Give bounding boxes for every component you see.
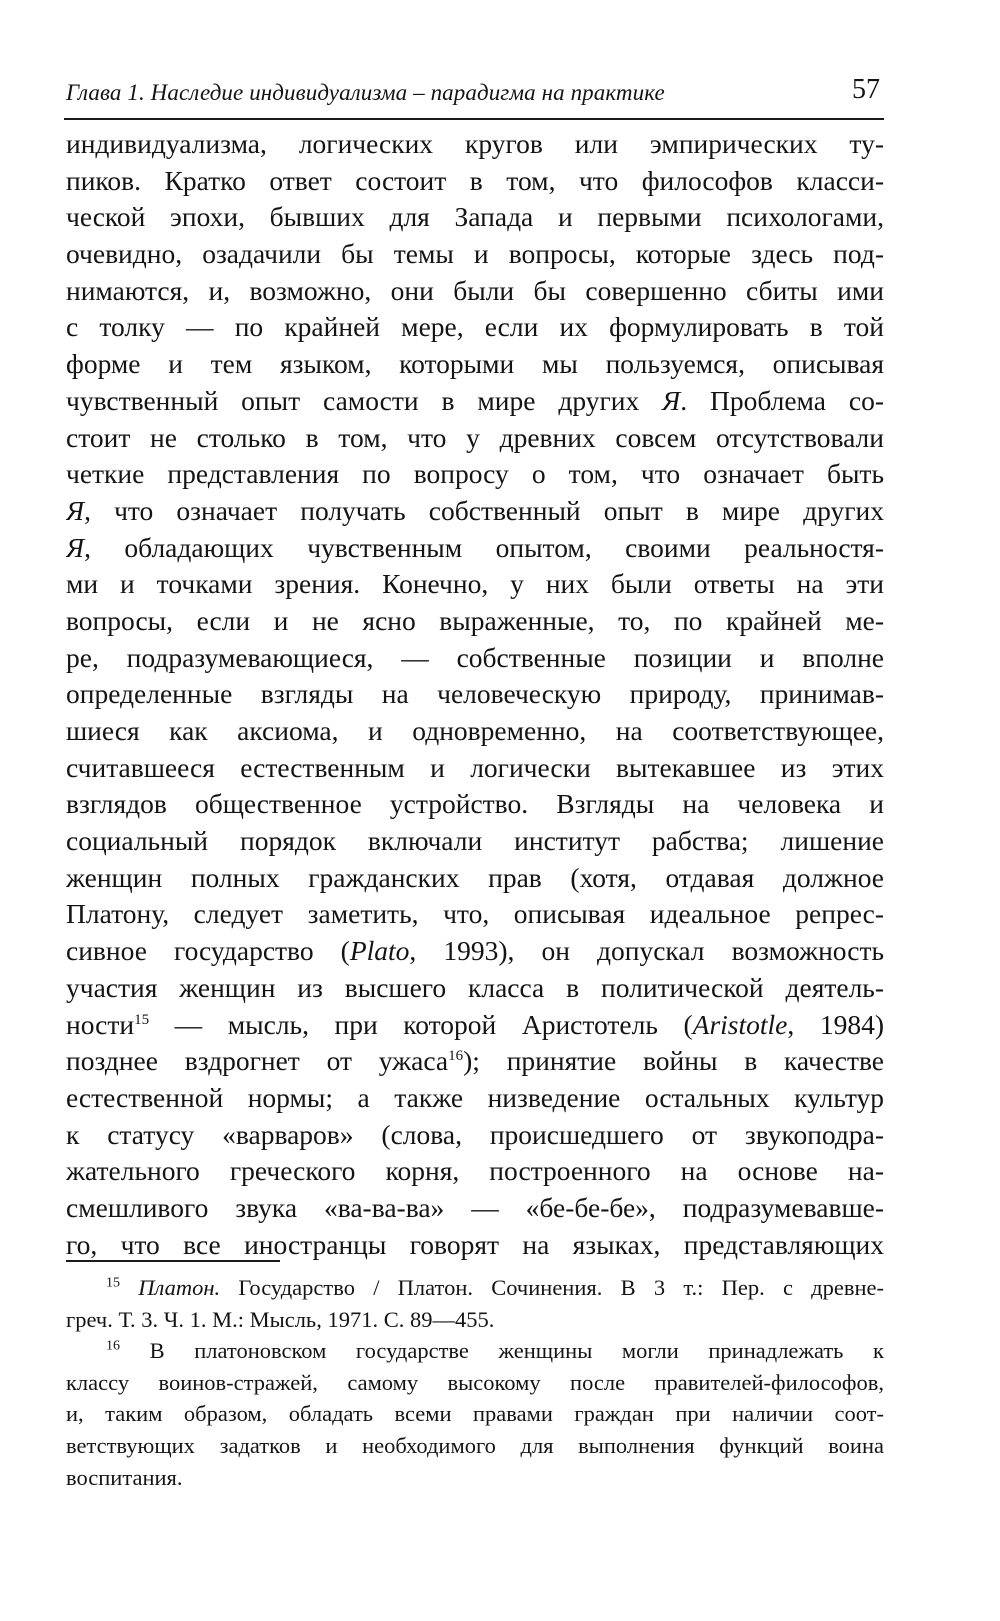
text-line: ре, подразумевающиеся, — собственные позиции и вполне (66, 641, 884, 673)
footnote-marker: 15 (106, 1275, 120, 1291)
footnote-ref-16[interactable]: 16 (448, 1048, 464, 1065)
citation-aristotle: Aristotle (692, 1008, 788, 1040)
text-line: нимаются, и, возможно, они были бы совершенно сбиты ими (66, 274, 884, 306)
text-line: сивное государство (Plato, 1993), он допускал возможность (66, 935, 884, 967)
citation-plato: Plato (349, 935, 410, 967)
text-line: пиков. Кратко ответ состоит в том, что философов класси- (66, 164, 884, 196)
text-line: ности$^{15}$ — мысль, при которой Аристотель (Aristotle, 1984) (66, 1008, 884, 1040)
footnote-line: и, таким образом, обладать всеми правами граждан при наличии соот- (66, 1401, 884, 1427)
footnote-author: Платон. (138, 1275, 221, 1300)
text-line: стоит не столько в том, что у древних совсем отсутствовали (66, 421, 884, 453)
text-line: естественной нормы; а также низведение остальных культур (66, 1081, 884, 1113)
footnote-16: $^{16}$ В платоновском государстве женщины могли принадлежать к (106, 1338, 884, 1364)
text-line: считавшееся естественным и логически вытекавшее из этих (66, 751, 884, 783)
text-line: очевидно, озадачили бы темы и вопросы, которые здесь под- (66, 238, 884, 270)
footnote-line: воспитания. (66, 1464, 183, 1490)
footnotes (66, 1272, 884, 1493)
text-line: вопросы, если и не ясно выраженные, то, по крайней ме- (66, 604, 884, 636)
italic-ya: Я (66, 494, 85, 526)
page-number: 57 (852, 74, 880, 105)
text-line: определенные взгляды на человеческую природу, принимав- (66, 678, 884, 710)
text-line: Платону, следует заметить, что, описывая идеальное репрес- (66, 898, 884, 930)
text-line: индивидуализма, логических кругов или эмпирических ту- (66, 128, 884, 159)
text-line: взглядов общественное устройство. Взгляды на человека и (66, 788, 884, 820)
text-line: ческой эпохи, бывших для Запада и первыми психологами, (66, 201, 884, 233)
running-header (64, 72, 884, 120)
text-line: Я, обладающих чувственным опытом, своими реальностя- (66, 531, 884, 563)
text-line: позднее вздрогнет от ужаса$^{16}$); принятие войны в качестве (66, 1045, 884, 1077)
italic-ya: Я (66, 531, 85, 563)
text-line: к статусу «варваров» (слова, происшедшего от звукоподра- (66, 1118, 884, 1150)
running-title: Глава 1. Наследие индивидуализма – парадигма на практике (66, 80, 665, 105)
footnote-ref-15[interactable]: 15 (134, 1011, 150, 1028)
footnote-line: ветствующих задатков и необходимого для выполнения функций воина (66, 1432, 884, 1458)
text-line: чувственный опыт самости в мире других Я. Проблема со- (66, 384, 884, 416)
text-line: форме и тем языком, которыми мы пользуемся, описывая (66, 348, 884, 380)
text-line: ми и точками зрения. Конечно, у них были ответы на эти (66, 568, 884, 600)
footnote-separator (66, 1260, 280, 1262)
main-text (66, 126, 884, 1263)
text-line: четкие представления по вопросу о том, что означает быть (66, 458, 884, 490)
text-line: участия женщин из высшего класса в политической деятель- (66, 971, 884, 1003)
footnote-line: классу воинов-стражей, самому высокому после правителей-философов, (66, 1369, 884, 1395)
footnote-line: греч. Т. 3. Ч. 1. М.: Мысль, 1971. С. 89—455. (66, 1306, 495, 1332)
text-line: с толку — по крайней мере, если их формулировать в той (66, 311, 884, 343)
text-line: смешливого звука «ва-ва-ва» — «бе-бе-бе», подразумевавше- (66, 1191, 884, 1223)
text-line: социальный порядок включали институт рабства; лишение (66, 825, 884, 857)
footnote-15: $^{15}$ Платон. Государство / Платон. Сочинения. В 3 т.: Пер. с древне- (106, 1275, 884, 1300)
text-line: женщин полных гражданских прав (хотя, отдавая должное (66, 861, 884, 893)
text-line: Я, что означает получать собственный опыт в мире других (66, 494, 884, 526)
italic-ya: Я (662, 384, 681, 416)
text-line: жательного греческого корня, построенного на основе на- (66, 1155, 884, 1187)
text-line: шиеся как аксиома, и одновременно, на соответствующее, (66, 715, 884, 746)
footnote-marker: 16 (106, 1338, 120, 1354)
text-line: го, что все иностранцы говорят на языках, представляющих (66, 1228, 884, 1260)
